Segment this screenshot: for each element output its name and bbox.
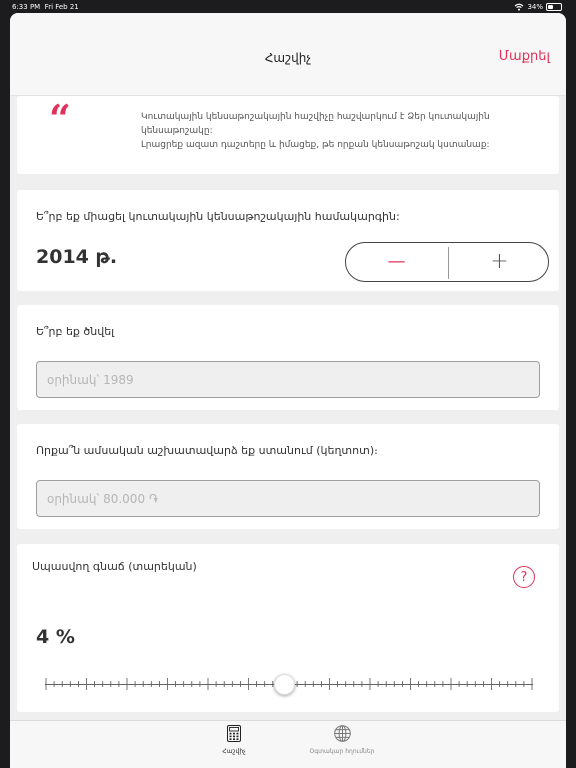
inflation-card: [17, 544, 559, 712]
status-time: 6:33 PM: [12, 3, 41, 11]
info-line-2: Լրացրեք ազատ դաշտերը և իմացեք, թե որքան կենսաթոշակ կստանաք:: [141, 140, 490, 150]
increment-button[interactable]: +: [490, 249, 509, 274]
tab-calculator[interactable]: [174, 725, 294, 755]
salary-card: [17, 424, 559, 529]
birth-year-label: Ե՞րբ եք ծնվել: [36, 325, 115, 338]
join-year-card: [17, 190, 559, 291]
help-button[interactable]: ?: [513, 566, 535, 588]
join-year-value: 2014 թ.: [36, 246, 118, 268]
inflation-label: Սպասվող գնաճ (տարեկան): [32, 560, 197, 573]
tab-useful-links-label: Օգտակար հղումներ: [309, 748, 375, 755]
battery-icon: [546, 3, 562, 11]
birth-year-input[interactable]: [36, 361, 540, 398]
battery-percent: 34%: [527, 3, 543, 11]
calculator-sheet: [10, 13, 566, 768]
info-text: [141, 110, 531, 152]
year-stepper[interactable]: [345, 242, 549, 282]
wifi-icon: [514, 3, 524, 11]
status-bar: [0, 0, 576, 14]
salary-label: Որքա՞ն ամսական աշխատավարձ եք ստանում (կեղտոտ)։: [36, 444, 378, 457]
tab-calculator-label: Հաշվիչ: [222, 748, 246, 755]
info-card: [17, 96, 559, 174]
globe-icon: [334, 725, 351, 742]
navigation-bar: [10, 13, 566, 96]
status-indicators: [514, 0, 562, 14]
calculator-icon: [227, 725, 241, 742]
inflation-value: 4 %: [36, 626, 75, 648]
salary-input[interactable]: [36, 480, 540, 517]
quote-icon: “: [49, 96, 71, 141]
clear-button[interactable]: Մաքրել: [498, 49, 550, 64]
page-title: Հաշվիչ: [264, 51, 312, 65]
decrement-button[interactable]: —: [387, 251, 406, 272]
inflation-slider[interactable]: [45, 672, 533, 698]
info-line-1: Կուտակային կենսաթոշակային հաշվիչը հաշվարկում է Ձեր կուտակային կենսաթոշակը:: [141, 112, 490, 136]
slider-thumb[interactable]: [274, 674, 295, 695]
status-date: Fri Feb 21: [44, 3, 79, 11]
status-time-date: [12, 0, 79, 14]
birth-year-card: [17, 305, 559, 410]
tab-bar: [10, 720, 566, 768]
tab-useful-links[interactable]: [282, 725, 402, 755]
join-year-label: Ե՞րբ եք միացել կուտակային կենսաթոշակային համակարգին:: [36, 210, 400, 223]
